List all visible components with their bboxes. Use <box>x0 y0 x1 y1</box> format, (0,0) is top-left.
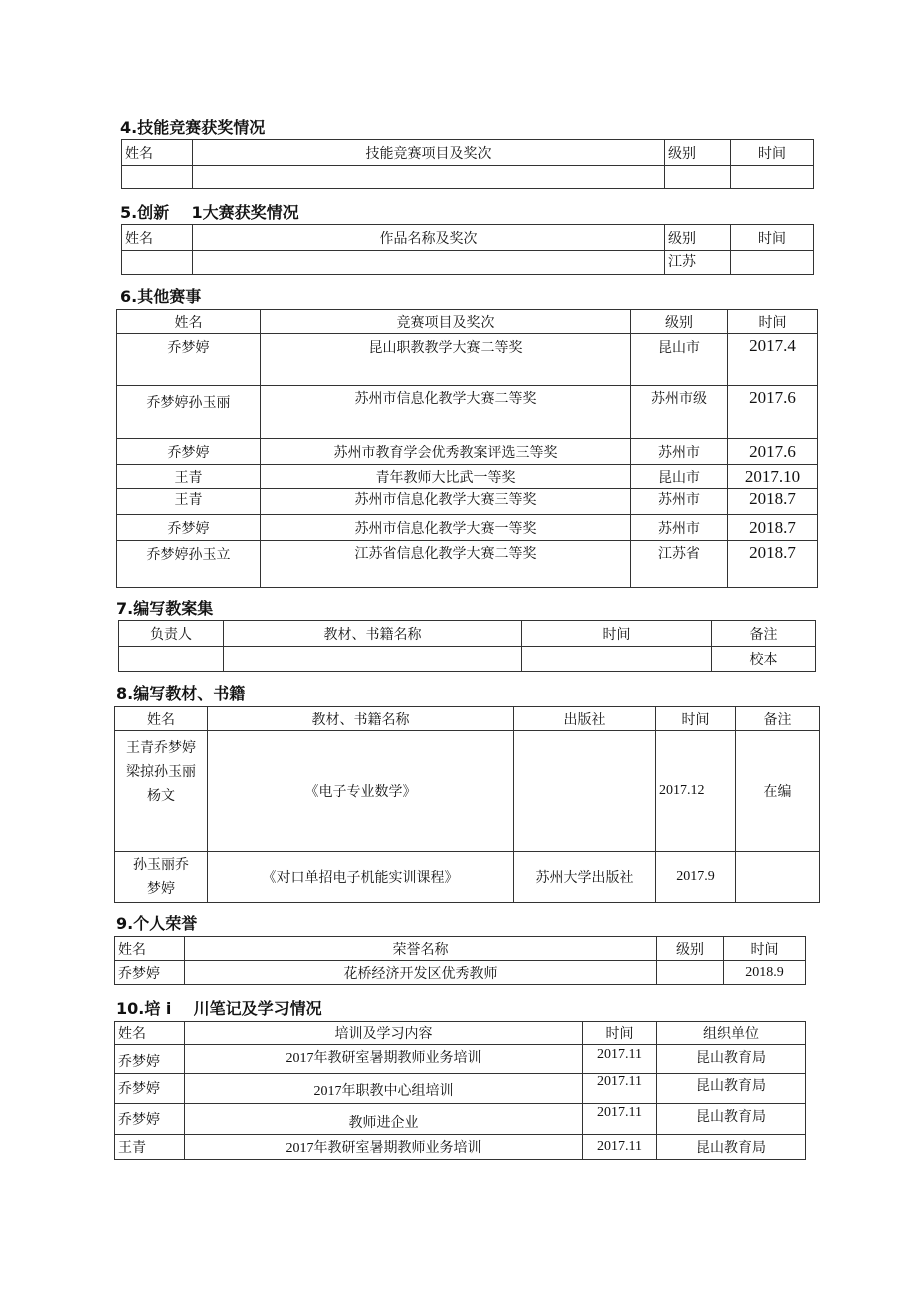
level-cell <box>657 961 724 985</box>
table-cell <box>122 166 193 189</box>
table-row <box>115 731 820 852</box>
header-cell: 负责人 <box>119 621 224 647</box>
book-title-cell: 《对口单招电子机能实训课程》 <box>208 852 514 903</box>
organizer-cell: 昆山教育局 <box>657 1135 806 1160</box>
header-cell: 技能竞赛项目及奖次 <box>193 140 665 166</box>
time-cell: 2018.7 <box>728 489 818 515</box>
table-row <box>117 334 818 386</box>
header-cell: 时间 <box>724 937 806 961</box>
award-cell: 苏州市教育学会优秀教案评选三等奖 <box>261 439 631 465</box>
note-cell: 在编 <box>736 731 820 852</box>
name-cell: 乔梦婷 <box>117 439 261 465</box>
name-cell: 乔梦婷 <box>117 334 261 386</box>
organizer-cell: 昆山教育局 <box>657 1045 806 1074</box>
time-cell: 2017.11 <box>583 1135 657 1160</box>
header-cell: 姓名 <box>122 225 193 251</box>
section-9-heading: 9.个人荣誉 <box>116 914 198 933</box>
name-cell: 王青 <box>117 465 261 489</box>
book-title-cell: 《电子专业数学》 <box>208 731 514 852</box>
section-4-heading: 4.技能竞赛获奖情况 <box>120 118 266 137</box>
award-cell: 昆山职教教学大赛二等奖 <box>261 334 631 386</box>
table-cell <box>731 166 814 189</box>
header-cell: 级别 <box>631 310 728 334</box>
time-cell: 2018.7 <box>728 515 818 541</box>
header-cell: 组织单位 <box>657 1022 806 1045</box>
name-line: 孙玉丽乔 <box>133 858 189 873</box>
award-cell: 苏州市信息化教学大赛三等奖 <box>261 489 631 515</box>
content-cell: 2017年职教中心组培训 <box>185 1074 583 1104</box>
time-cell: 2017.11 <box>583 1045 657 1074</box>
name-line: 杨文 <box>147 789 175 804</box>
name-cell: 乔梦婷孙玉立 <box>117 541 261 588</box>
section-5-heading: 5.创新 1大赛获奖情况 <box>120 203 299 222</box>
table-cell <box>665 166 731 189</box>
award-cell: 苏州市信息化教学大赛二等奖 <box>261 386 631 439</box>
header-cell: 备注 <box>736 707 820 731</box>
header-cell: 姓名 <box>115 1022 185 1045</box>
name-cell: 乔梦婷 <box>115 961 185 985</box>
table-row <box>117 489 818 515</box>
section-8-heading: 8.编写教材、书籍 <box>116 684 246 703</box>
header-cell: 荣誉名称 <box>185 937 657 961</box>
table-cell <box>119 647 224 672</box>
header-cell: 竞赛项目及奖次 <box>261 310 631 334</box>
header-cell: 时间 <box>656 707 736 731</box>
name-line: 梁掠孙玉丽 <box>126 765 196 780</box>
section-6-table <box>116 309 818 588</box>
time-cell: 2017.12 <box>656 731 736 852</box>
level-cell: 昆山市 <box>631 334 728 386</box>
level-cell: 苏州市 <box>631 515 728 541</box>
organizer-cell: 昆山教育局 <box>657 1074 806 1104</box>
time-cell: 2018.9 <box>724 961 806 985</box>
name-cell <box>115 731 208 852</box>
table-row <box>115 1074 806 1104</box>
section-10-table <box>114 1021 806 1160</box>
honor-cell: 花桥经济开发区优秀教师 <box>185 961 657 985</box>
name-cell: 乔梦婷 <box>115 1074 185 1104</box>
level-cell: 江苏省 <box>631 541 728 588</box>
header-cell: 时间 <box>583 1022 657 1045</box>
publisher-cell <box>514 731 656 852</box>
section-4-table <box>121 139 814 189</box>
award-cell: 苏州市信息化教学大赛一等奖 <box>261 515 631 541</box>
name-cell: 王青 <box>117 489 261 515</box>
name-cell: 王青 <box>115 1135 185 1160</box>
table-cell <box>731 251 814 275</box>
table-row <box>115 961 806 985</box>
level-cell: 苏州市 <box>631 439 728 465</box>
content-cell: 2017年教研室暑期教师业务培训 <box>185 1045 583 1074</box>
table-row <box>115 1045 806 1074</box>
level-cell: 苏州市 <box>631 489 728 515</box>
header-cell: 出版社 <box>514 707 656 731</box>
name-cell: 乔梦婷 <box>115 1104 185 1135</box>
publisher-cell: 苏州大学出版社 <box>514 852 656 903</box>
content-cell: 教师进企业 <box>185 1104 583 1135</box>
table-cell <box>193 251 665 275</box>
header-cell: 备注 <box>712 621 816 647</box>
header-cell: 教材、书籍名称 <box>224 621 522 647</box>
table-cell <box>224 647 522 672</box>
header-cell: 级别 <box>665 140 731 166</box>
table-row <box>117 465 818 489</box>
table-cell <box>522 647 712 672</box>
name-cell: 乔梦婷孙玉丽 <box>117 386 261 439</box>
table-cell <box>122 251 193 275</box>
header-cell: 培训及学习内容 <box>185 1022 583 1045</box>
section-6-heading: 6.其他赛事 <box>120 287 202 306</box>
time-cell: 2017.9 <box>656 852 736 903</box>
name-cell: 乔梦婷 <box>115 1045 185 1074</box>
header-cell: 时间 <box>731 225 814 251</box>
header-cell: 姓名 <box>115 937 185 961</box>
name-line: 梦婷 <box>147 882 175 897</box>
time-cell: 2017.11 <box>583 1104 657 1135</box>
content-cell: 2017年教研室暑期教师业务培训 <box>185 1135 583 1160</box>
section-7-heading: 7.编写教案集 <box>116 599 214 618</box>
table-cell: 校本 <box>712 647 816 672</box>
table-row <box>115 1104 806 1135</box>
time-cell: 2017.4 <box>728 334 818 386</box>
name-cell: 乔梦婷 <box>117 515 261 541</box>
header-cell: 时间 <box>731 140 814 166</box>
header-cell: 作品名称及奖次 <box>193 225 665 251</box>
level-cell: 昆山市 <box>631 465 728 489</box>
header-cell: 教材、书籍名称 <box>208 707 514 731</box>
name-cell <box>115 852 208 903</box>
table-row <box>117 386 818 439</box>
award-cell: 青年教师大比武一等奖 <box>261 465 631 489</box>
header-cell: 级别 <box>665 225 731 251</box>
header-cell: 时间 <box>522 621 712 647</box>
award-cell: 江苏省信息化教学大赛二等奖 <box>261 541 631 588</box>
header-cell: 姓名 <box>117 310 261 334</box>
table-cell: 江苏 <box>665 251 731 275</box>
header-cell: 姓名 <box>115 707 208 731</box>
note-cell <box>736 852 820 903</box>
time-cell: 2017.11 <box>583 1074 657 1104</box>
table-cell <box>193 166 665 189</box>
table-row <box>117 439 818 465</box>
table-row <box>117 541 818 588</box>
table-row <box>117 515 818 541</box>
section-5-table <box>121 224 814 275</box>
time-cell: 2017.10 <box>728 465 818 489</box>
section-8-table <box>114 706 820 903</box>
time-cell: 2017.6 <box>728 386 818 439</box>
section-7-table <box>118 620 816 672</box>
organizer-cell: 昆山教育局 <box>657 1104 806 1135</box>
time-cell: 2018.7 <box>728 541 818 588</box>
name-line: 王青乔梦婷 <box>126 741 196 756</box>
table-row <box>115 1135 806 1160</box>
header-cell: 级别 <box>657 937 724 961</box>
header-cell: 时间 <box>728 310 818 334</box>
level-cell: 苏州市级 <box>631 386 728 439</box>
section-9-table <box>114 936 806 985</box>
table-row <box>115 852 820 903</box>
time-cell: 2017.6 <box>728 439 818 465</box>
section-10-heading: 10.培 i 川笔记及学习情况 <box>116 999 322 1018</box>
header-cell: 姓名 <box>122 140 193 166</box>
